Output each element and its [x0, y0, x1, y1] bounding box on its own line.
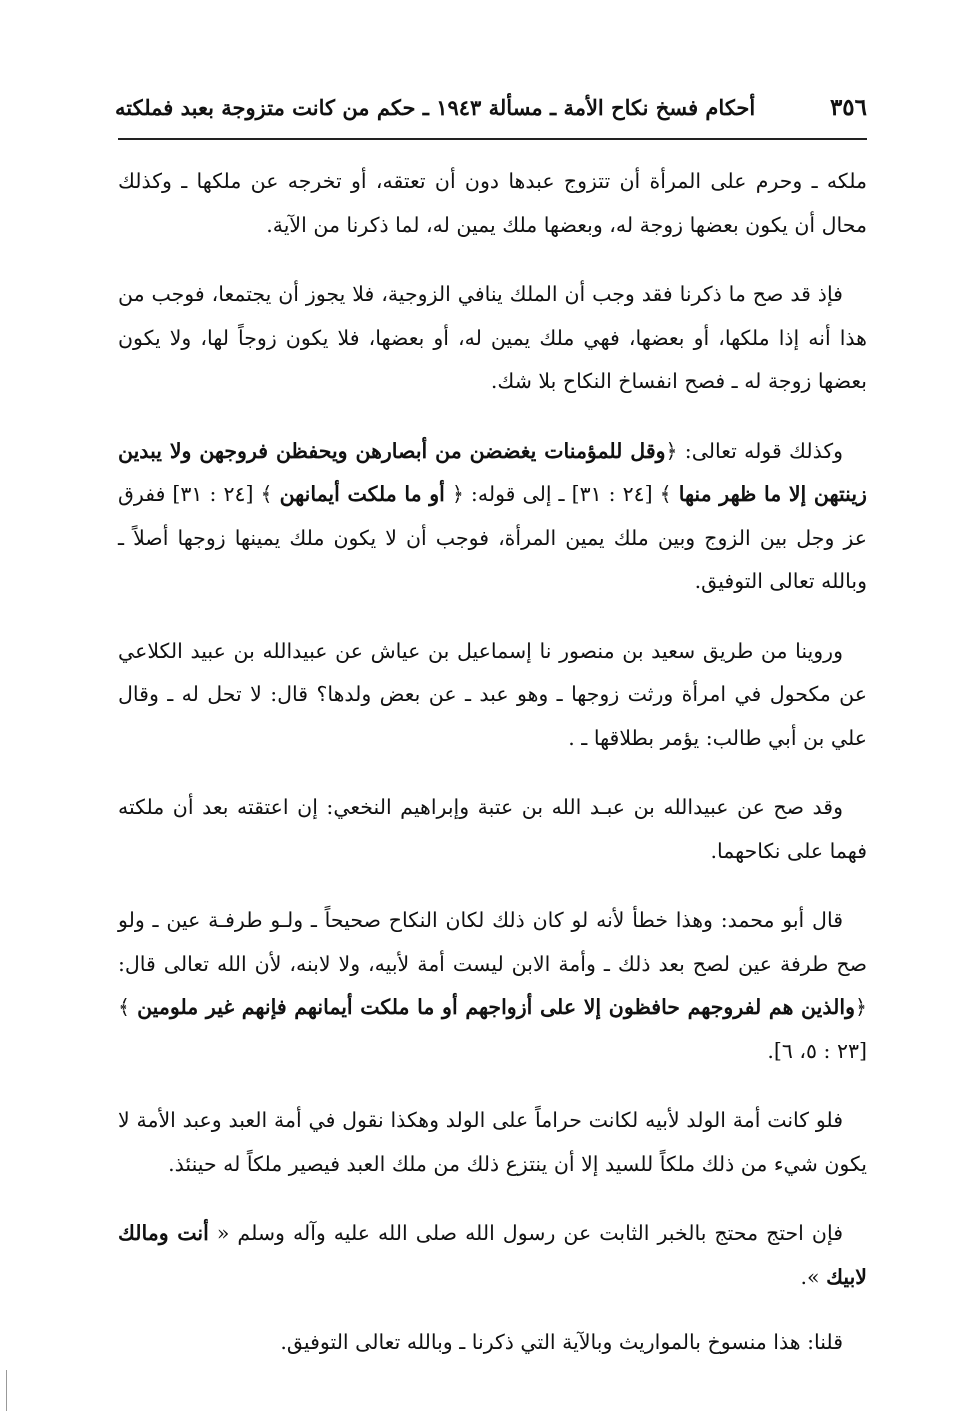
- body-text: [118, 160, 867, 1391]
- paragraph-3-intro: وكذلك قوله تعالى: ﴿: [665, 438, 843, 463]
- paragraph-3: [118, 430, 867, 604]
- paragraph-8: [118, 1212, 867, 1299]
- page-number: ٣٥٦: [829, 93, 867, 121]
- quran-quote-3: والذين هم لفروجهم حافظون إلا على أزواجهم أو ما ملكت أيمانهم فإنهم غير ملومين: [137, 995, 855, 1019]
- page-header: [115, 84, 867, 130]
- running-title: أحكام فسخ نكاح الأمة ـ مسألة ١٩٤٣ ـ حكم من كانت متزوجة بعبد فملكته: [115, 94, 756, 120]
- paragraph-1: ملكه ـ وحرم على المرأة أن تتزوج عبدها دون أن تعتقه، أو تخرجه عن ملكها ـ وكذلك محال أن يكون بعضها زوجة له، وبعضها ملك يمين له، لما ذكرنا من الآية.: [118, 169, 867, 237]
- paragraph-7: فلو كانت أمة الولد لأبيه لكانت حراماً على الولد وهكذا نقول في أمة العبد وعبد الأمة لا يكون شيء من ذلك ملكاً للسيد إلا أن ينتزع ذلك من ملك العبد فيصير ملكاً له حينئذ.: [118, 1108, 867, 1176]
- paragraph-9: قلنا: هذا منسوخ بالمواريث وبالآية التي ذكرنا ـ وبالله تعالى التوفيق.: [280, 1330, 843, 1354]
- paragraph-6: [118, 899, 867, 1073]
- quran-quote-2: أو ما ملكت أيمانهن: [279, 482, 445, 506]
- paragraph-2: فإذ قد صح ما ذكرنا فقد وجب أن الملك ينافي الزوجية، فلا يجوز أن يجتمعا، فوجب من هذا أنه إذا ملكها، أو بعضها، فهي ملك يمين له، أو بعضها، فلا يكون زوجاً لها، ولا يكون بعضها زوجة له ـ فصح انفساخ النكاح بلا شك.: [118, 282, 867, 393]
- paragraph-6-text: قال أبو محمد: وهذا خطأ لأنه لو كان ذلك لكان النكاح صحيحاً ـ ولـو طرفـة عين ـ ولو صح طرفة عين لصح بعد ذلك ـ وأمة الابن ليست أمة لأبيه، ولا لابنه، لأن الله تعالى قال: ﴿: [118, 908, 867, 1019]
- header-rule: [118, 138, 867, 140]
- paragraph-6-ref: ﴾ [٢٣ : ٥، ٦].: [118, 995, 867, 1063]
- paragraph-4: وروينا من طريق سعيد بن منصور نا إسماعيل بن عياش عن عبيدالله بن عبيد الكلاعي عن مكحول في امرأة ورثت زوجها ـ وهو عبد ـ عن بعض ولدها؟ قال: لا تحل له ـ وقال علي بن أبي طالب: يؤمر بطلاقها ـ .: [118, 638, 867, 750]
- scan-edge-line: [6, 1370, 7, 1411]
- paragraph-8-text: فإن احتج محتج بالخبر الثابت عن رسول الله صلى الله عليه وآله وسلم «: [216, 1221, 843, 1245]
- paragraph-3-ref: ﴾ [٢٤ : ٣١] ـ إلى قوله: ﴿: [451, 482, 672, 506]
- paragraph-5: وقد صح عن عبيدالله بن عبـد الله بن عتبة وإبراهيم النخعي: إن اعتقته بعد أن ملكته فهما على نكاحهما.: [118, 795, 867, 863]
- quran-quote-1: وقل للمؤمنات يغضضن من أبصارهن ويحفظن فروجهن ولا يبدين زينتهن إلا ما ظهر منها: [118, 438, 867, 506]
- paragraph-8-end: ».: [800, 1264, 820, 1289]
- hadith-quote: أنت ومالك لابيك: [118, 1221, 867, 1289]
- paragraph-3-rest: ﴾ [٢٤ : ٣١] ففرق عز وجل بين الزوج وبين ملك يمين المرأة، فوجب أن لا يكون ملك يمينها زوجها أصلاً ـ وبالله تعالى التوفيق.: [118, 482, 867, 593]
